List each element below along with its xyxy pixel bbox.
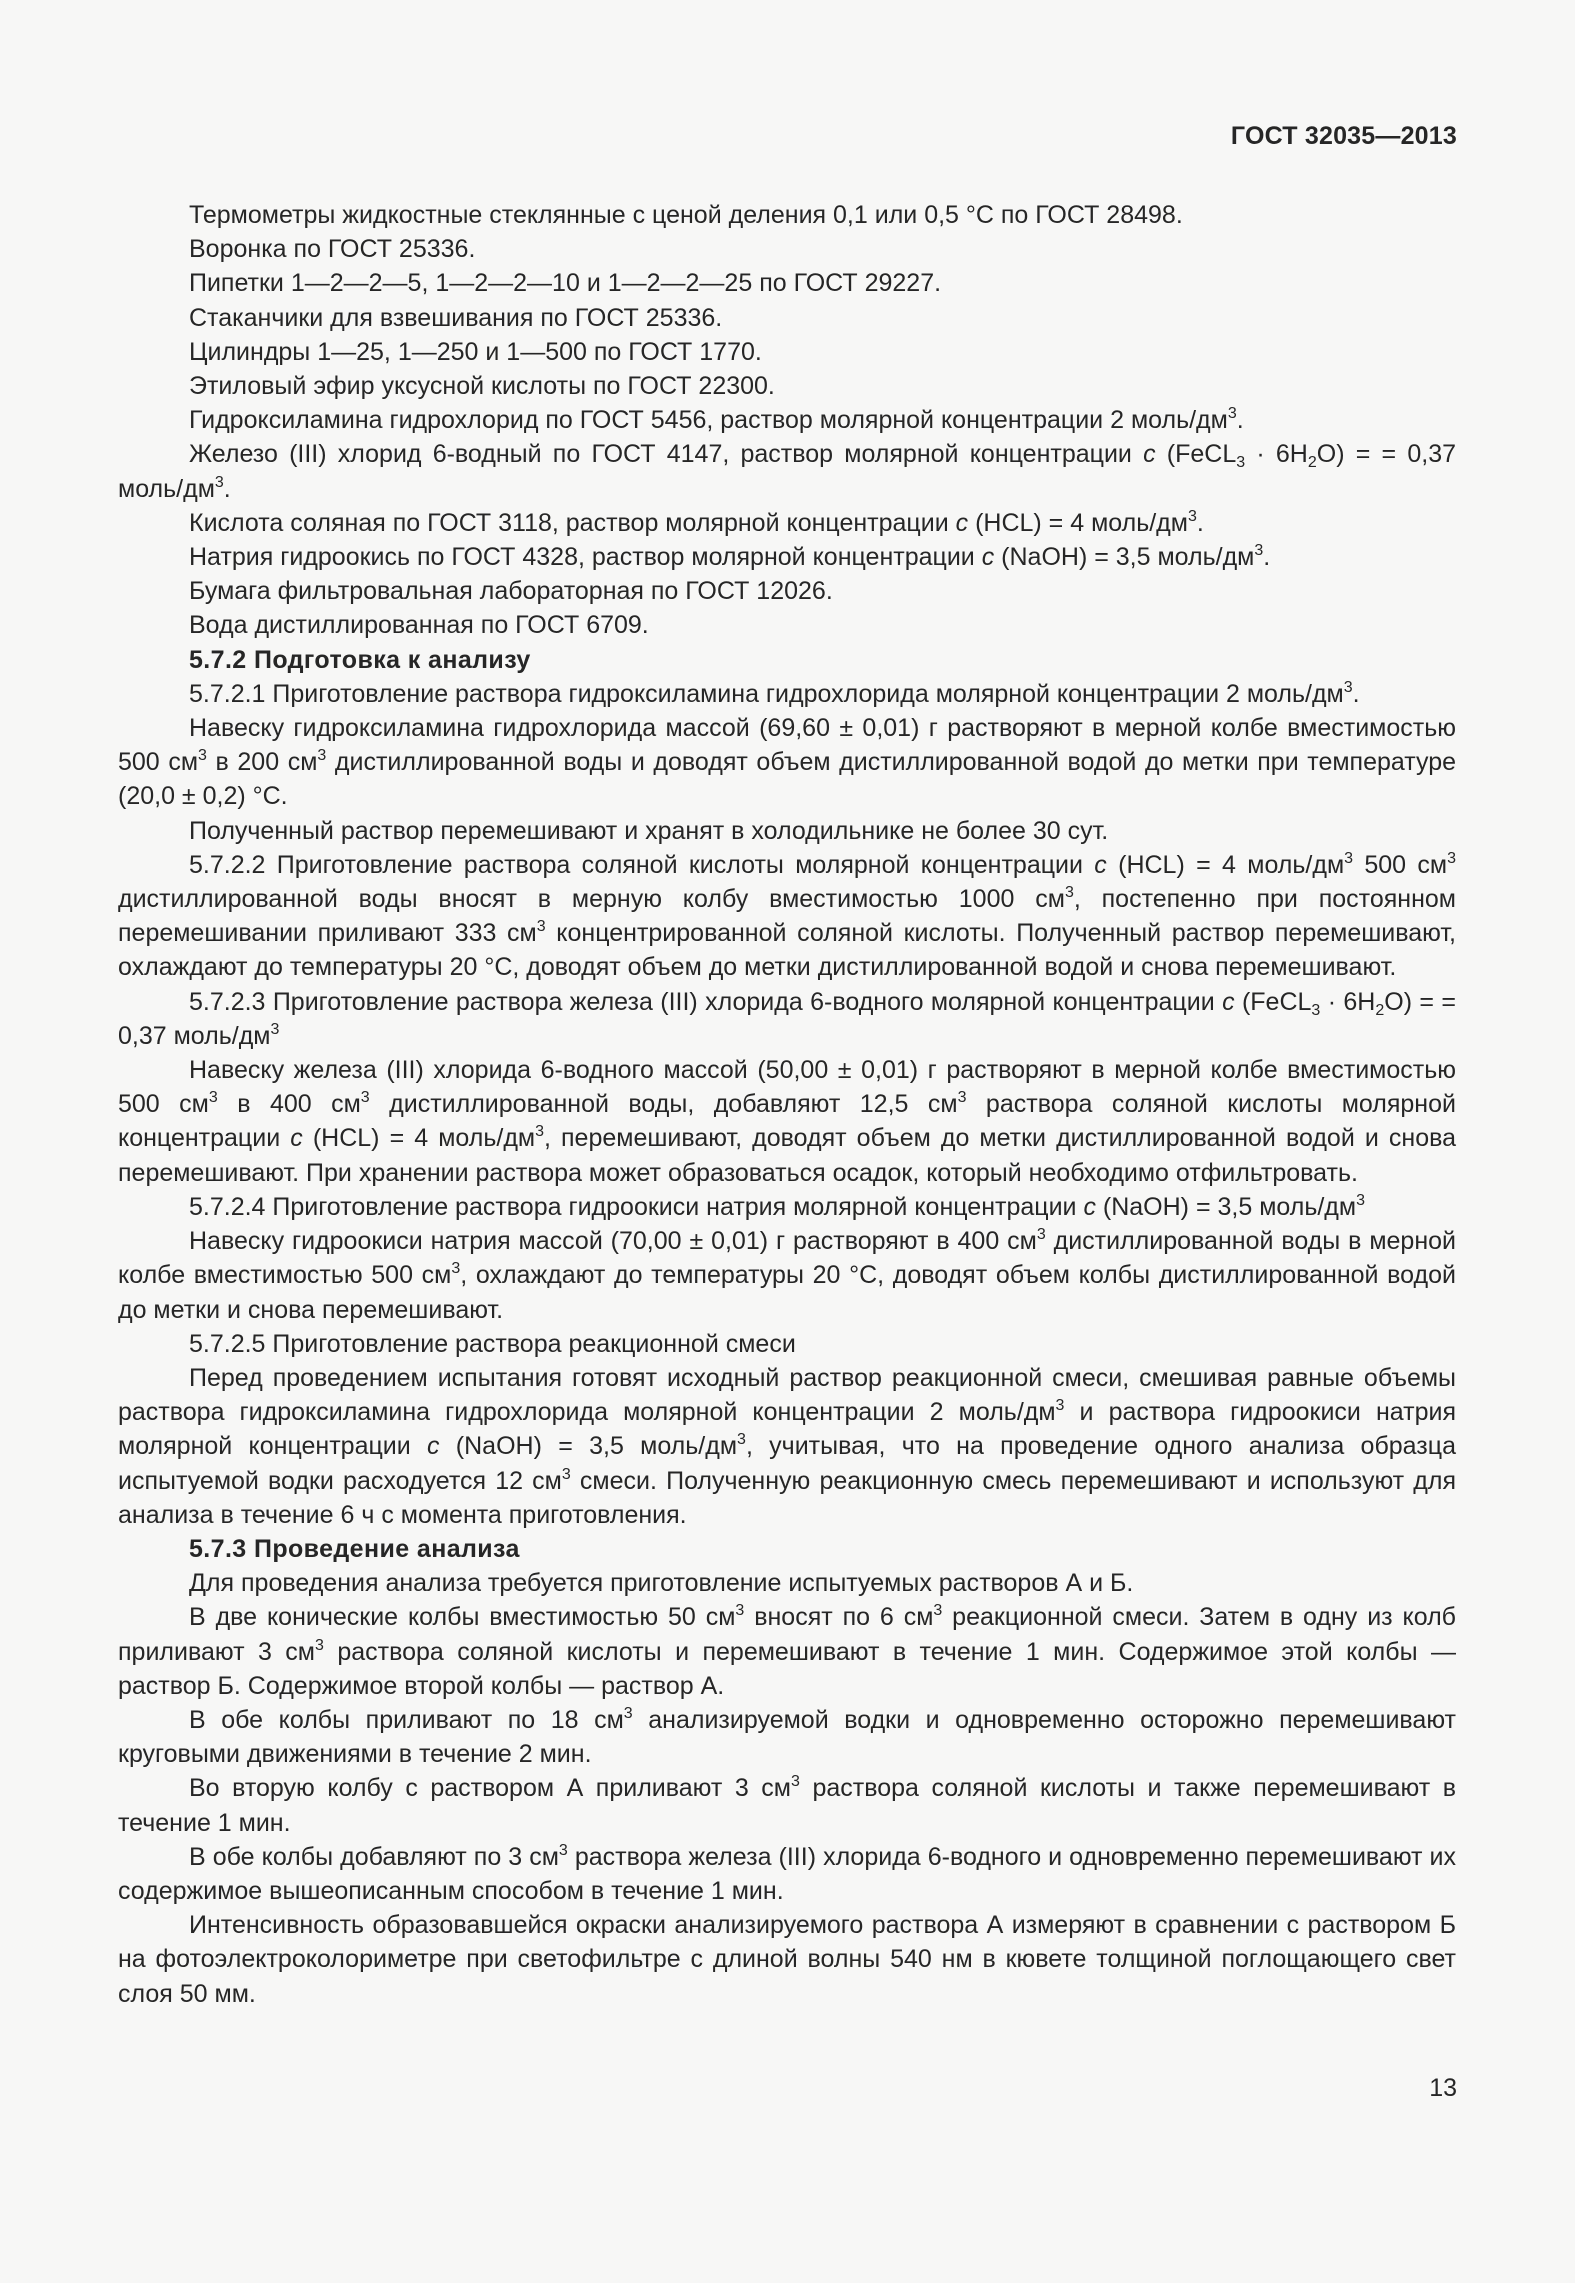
paragraph: Бумага фильтровальная лабораторная по ГОСТ 12026.: [189, 577, 833, 606]
paragraph: 5.7.2.2 Приготовление раствора соляной кислоты молярной концентрации c (HCL) = 4 моль/$дм^3$ 500 $см^3$ дистиллированной воды вносят в мерную колбу вместимостью 1000 $см^3$, постепенно при постоянном перемешивании приливают 333 $см^3$ концентрированной соляной кислоты. Полученный раствор перемешивают, охлаждают до температуры 20 °С, доводят объем до метки дистиллированной водой и снова перемешивают.: [118, 849, 1456, 982]
paragraph: В две конические колбы вместимостью 50 $см^3$ вносят по 6 $см^3$ реакционной смеси. Затем в одну из колб приливают 3 $см^3$ раствора соляной кислоты и перемешивают в течение 1 мин. Содержимое этой колбы — раствор Б. Содержимое второй колбы — раствор А.: [118, 1602, 1456, 1700]
paragraph: 5.7.2.5 Приготовление раствора реакционной смеси: [189, 1329, 796, 1358]
paragraph: Навеску гидроокиси натрия массой (70,00 ± 0,01) г растворяют в 400 $см^3$ дистиллированной воды в мерной колбе вместимостью 500 $см^3$, охлаждают до температуры 20 °С, доводят объем колбы дистиллированной водой до метки и снова перемешивают.: [118, 1226, 1456, 1324]
paragraph: Термометры жидкостные стеклянные с ценой деления 0,1 или 0,5 °С по ГОСТ 28498.: [189, 201, 1183, 229]
paragraph: Цилиндры 1—25, 1—250 и 1—500 по ГОСТ 1770.: [189, 337, 762, 366]
paragraph: Железо (III) хлорид 6-водный по ГОСТ 4147, раствор молярной концентрации c (FeCL$_3$ · $6H_2O$) = = 0,37 моль/$дм^3$.: [118, 440, 1456, 503]
paragraph: Гидроксиламина гидрохлорид по ГОСТ 5456, раствор молярной концентрации 2 моль/$дм^3$.: [189, 405, 1244, 435]
paragraph: Навеску железа (III) хлорида 6-водного массой (50,00 ± 0,01) г растворяют в мерной колбе вместимостью 500 $см^3$ в 400 $см^3$ дистиллированной воды, добавляют 12,5 $см^3$ раствора соляной кислоты молярной концентрации c (HCL) = 4 моль/$дм^3$, перемешивают, доводят объем до метки дистиллированной водой и снова перемешивают. При хранении раствора может образоваться осадок, который необходимо отфильтровать.: [118, 1056, 1456, 1187]
paragraph: Этиловый эфир уксусной кислоты по ГОСТ 22300.: [189, 372, 775, 401]
paragraph: В обе колбы добавляют по 3 $см^3$ раствора железа (III) хлорида 6-водного и одновременно перемешивают их содержимое вышеописанным способом в течение 1 мин.: [118, 1841, 1456, 1905]
paragraph: Пипетки 1—2—2—5, 1—2—2—10 и 1—2—2—25 по ГОСТ 29227.: [189, 269, 942, 298]
paragraph: Воронка по ГОСТ 25336.: [189, 235, 476, 264]
paragraph: Перед проведением испытания готовят исходный раствор реакционной смеси, смешивая равные объемы раствора гидроксиламина гидрохлорида молярной концентрации 2 моль/$дм^3$ и раствора гидроокиси натрия молярной концентрации c (NaOH) = 3,5 моль/$дм^3$, учитывая, что на проведение одного анализа образца испытуемой водки расходуется 12 $см^3$ смеси. Полученную реакционную смесь перемешивают и используют для анализа в течение 6 ч с момента приготовления.: [118, 1363, 1456, 1529]
paragraph: 5.7.2.1 Приготовление раствора гидроксиламина гидрохлорида молярной концентрации 2 моль/$дм^3$.: [189, 678, 1360, 708]
paragraph: Натрия гидроокись по ГОСТ 4328, раствор молярной концентрации c (NaOH) = 3,5 моль/$дм^3$.: [189, 542, 1271, 572]
paragraph: Во вторую колбу с раствором А приливают 3 $см^3$ раствора соляной кислоты и также перемешивают в течение 1 мин.: [118, 1773, 1456, 1837]
document-header: ГОСТ 32035—2013: [1230, 122, 1457, 150]
paragraph: Навеску гидроксиламина гидрохлорида массой (69,60 ± 0,01) г растворяют в мерной колбе вместимостью 500 $см^3$ в 200 $см^3$ дистиллированной воды и доводят объем дистиллированной водой до метки при температуре (20,0 ± 0,2) °С.: [118, 714, 1456, 811]
paragraph: Вода дистиллированная по ГОСТ 6709.: [189, 611, 649, 640]
paragraph: Стаканчики для взвешивания по ГОСТ 25336.: [189, 303, 723, 332]
paragraph: Полученный раствор перемешивают и хранят в холодильнике не более 30 сут.: [189, 816, 1109, 845]
document-body: [118, 198, 1456, 2011]
section-heading: 5.7.2 Подготовка к анализу: [189, 645, 531, 674]
section-heading: 5.7.3 Проведение анализа: [189, 1534, 520, 1563]
paragraph: Для проведения анализа требуется приготовление испытуемых растворов А и Б.: [189, 1569, 1134, 1598]
paragraph: Кислота соляная по ГОСТ 3118, раствор молярной концентрации c (HCL) = 4 моль/$дм^3$.: [189, 507, 1204, 537]
paragraph: В обе колбы приливают по 18 $см^3$ анализируемой водки и одновременно осторожно перемешивают круговыми движениями в течение 2 мин.: [118, 1704, 1456, 1769]
paragraph: Интенсивность образовавшейся окраски анализируемого раствора А измеряют в сравнении с раствором Б на фотоэлектроколориметре при светофильтре с длиной волны 540 нм в кювете толщиной поглощающего свет слоя 50 мм.: [118, 1911, 1456, 2008]
paragraph: 5.7.2.4 Приготовление раствора гидроокиси натрия молярной концентрации c (NaOH) = 3,5 моль/$дм^3$: [189, 1191, 1365, 1221]
page-number: 13: [1429, 2074, 1457, 2102]
paragraph: 5.7.2.3 Приготовление раствора железа (III) хлорида 6-водного молярной концентрации c (FeCL$_3$ · $6H_2O$) = = 0,37 моль/$дм^3$: [118, 987, 1456, 1050]
